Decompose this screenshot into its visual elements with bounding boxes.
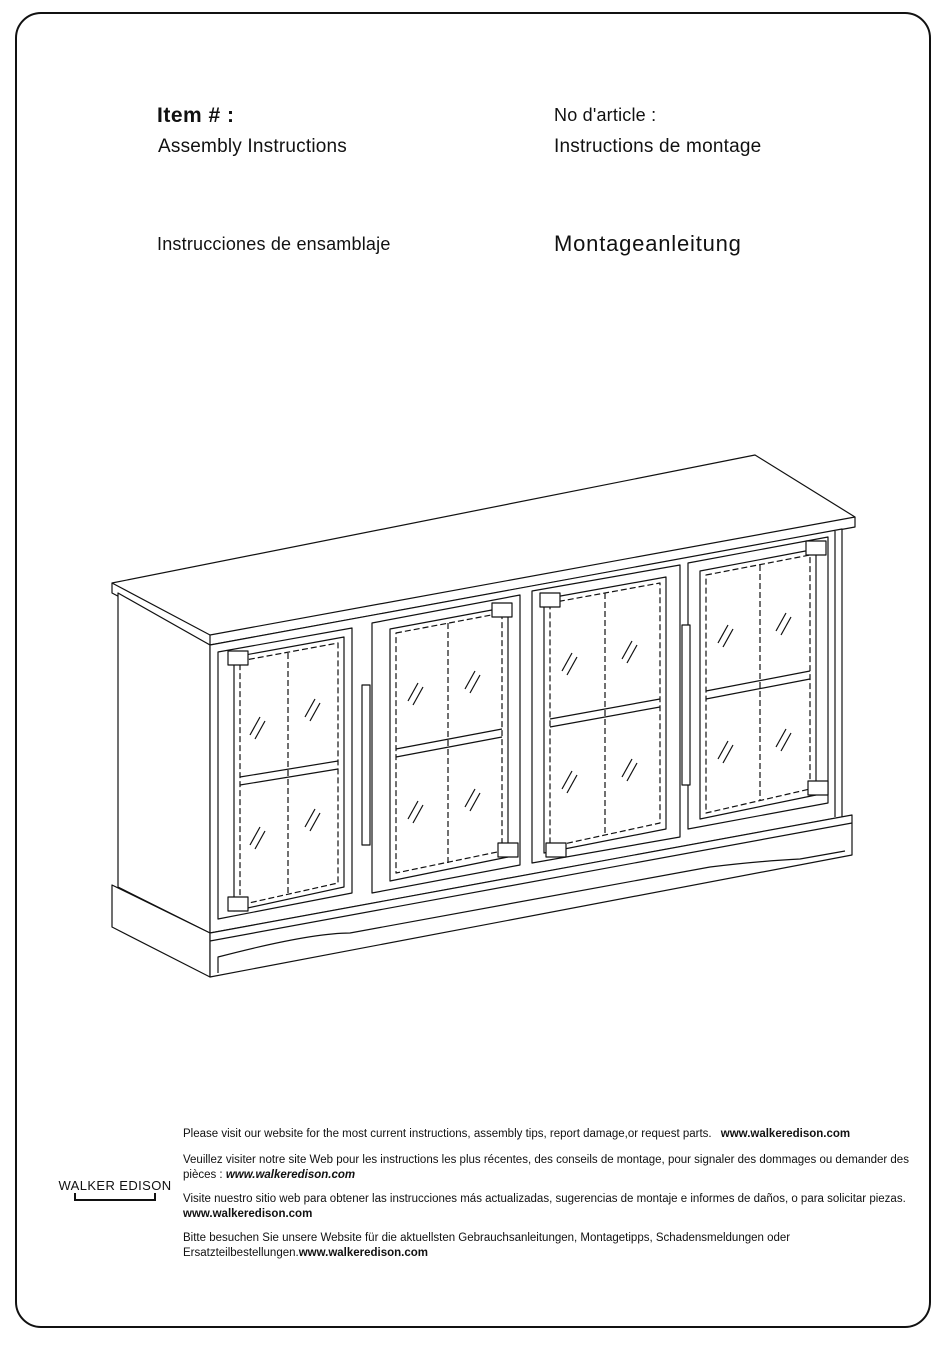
footer-note-en: Please visit our website for the most current instructions, assembly tips, report damage,or request parts. www.walkeredison.com [183, 1128, 851, 1140]
walker-edison-logo: WALKER EDISON [56, 1178, 174, 1204]
item-number-label-en: Item # : [157, 104, 235, 127]
website-link-fr[interactable]: www.walkeredison.com [225, 1169, 356, 1181]
footer-note-de: Bitte besuchen Sie unsere Website für die aktuellsten Gebrauchsanleitungen, Montagetipps, Schadensmeldungen oder Ersatzteilbestellungen.www.walkeredison.com [183, 1232, 791, 1259]
assembly-instructions-title-de: Montageanleitung [554, 231, 742, 256]
website-link-en[interactable]: www.walkeredison.com [720, 1128, 851, 1140]
website-link-es[interactable]: www.walkeredison.com [183, 1208, 313, 1220]
assembly-instructions-title-en: Assembly Instructions [158, 136, 347, 157]
website-link-de[interactable]: www.walkeredison.com [298, 1247, 429, 1259]
footer-note-es: Visite nuestro sitio web para obtener las instrucciones más actualizadas, sugerencias de montaje e informes de daños, o para solicitar piezas. www.walkeredison.com [183, 1193, 906, 1220]
sideboard-illustration [100, 445, 860, 985]
assembly-instructions-title-fr: Instructions de montage [554, 136, 762, 157]
item-number-label-fr: No d'article : [554, 105, 657, 125]
footer-note-fr: Veuillez visiter notre site Web pour les instructions les plus récentes, des conseils de montage, pour signaler des dommages ou demander des pièces : www.walkeredison.com [183, 1154, 909, 1181]
cabinet-left-side [118, 593, 210, 933]
door-3 [532, 565, 680, 863]
door-2 [362, 595, 520, 893]
door-1 [218, 628, 352, 919]
assembly-instructions-title-es: Instrucciones de ensamblaje [157, 234, 391, 254]
door-4 [682, 537, 828, 829]
